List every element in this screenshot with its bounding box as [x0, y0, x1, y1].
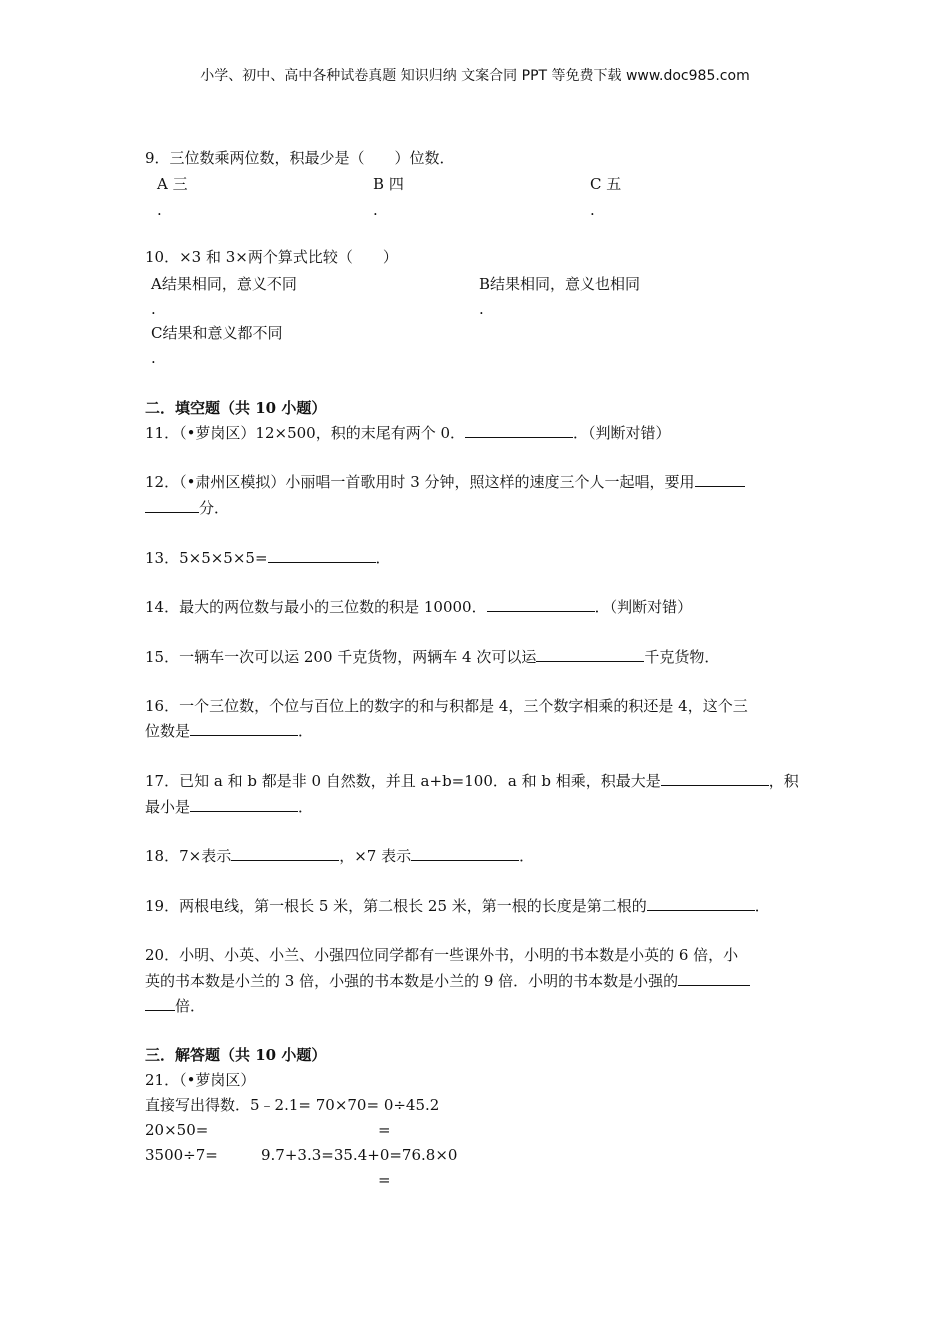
question-10-stem: 10．×3 和 3×两个算式比较（ ）: [145, 248, 398, 266]
q20-text: 英的书本数是小兰的 3 倍，小强的书本数是小兰的 9 倍．小明的书本数是小强的: [145, 972, 679, 990]
question-11: [145, 423, 671, 443]
q14-suffix: ．（判断对错）: [594, 598, 693, 616]
q10-option-b[interactable]: [479, 274, 640, 294]
q10-option-a-dot: .: [151, 300, 156, 318]
question-12-line1: [145, 472, 745, 492]
option-letter: B: [373, 175, 385, 193]
q18-answer-blank-1[interactable]: [231, 846, 339, 861]
question-21-line4: =: [378, 1171, 391, 1189]
question-21-line3b: 9.7+3.3=35.4+0=76.8×0: [261, 1146, 458, 1164]
q17-mid: ，积: [768, 772, 799, 790]
section-2-title: 二．填空题（共 10 小题）: [145, 399, 327, 417]
q15-answer-blank[interactable]: [536, 647, 644, 662]
q13-answer-blank[interactable]: [268, 548, 376, 563]
q16-suffix: ．: [298, 722, 314, 740]
q15-suffix: 千克货物．: [644, 648, 720, 666]
question-21-line3a: 3500÷7=: [145, 1146, 218, 1164]
q11-suffix: ．（判断对错）: [573, 424, 671, 442]
question-15: [145, 647, 719, 667]
q9-option-a-dot: .: [157, 201, 162, 219]
q18-mid: ，×7 表示: [339, 847, 412, 865]
q12-answer-blank-part1[interactable]: [695, 472, 745, 487]
section-3-title: 三．解答题（共 10 小题）: [145, 1046, 327, 1064]
question-17-line2: [145, 797, 313, 817]
question-16-line1: 16．一个三位数，个位与百位上的数字的和与积都是 4，三个数字相乘的积还是 4，这个三: [145, 697, 748, 715]
q10-option-a[interactable]: [151, 274, 297, 294]
q15-text: 15．一辆车一次可以运 200 千克货物，两辆车 4 次可以运: [145, 648, 537, 666]
q19-suffix: ．: [754, 897, 770, 915]
question-17-line1: [145, 771, 799, 791]
q12-answer-blank-part2[interactable]: [145, 498, 199, 513]
q13-text: 13．5×5×5×5=: [145, 549, 268, 567]
question-9-stem: 9．三位数乘两位数，积最少是（ ）位数．: [145, 149, 455, 167]
option-text: 四: [388, 175, 404, 193]
q13-suffix: ．: [375, 549, 391, 567]
option-letter: A: [157, 175, 168, 193]
q9-option-a[interactable]: [157, 174, 188, 194]
q19-answer-blank[interactable]: [647, 896, 755, 911]
q20-answer-blank-part1[interactable]: [678, 971, 750, 986]
q14-text: 14．最大的两位数与最小的三位数的积是 10000．: [145, 598, 487, 616]
q10-option-c[interactable]: [151, 323, 283, 343]
question-21-line2a: 20×50=: [145, 1121, 209, 1139]
q11-text: 11．（•萝岗区）12×500，积的末尾有两个 0．: [145, 424, 466, 442]
q19-text: 19．两根电线，第一根长 5 米，第二根长 25 米，第一根的长度是第二根的: [145, 897, 647, 915]
q16-text: 位数是: [145, 722, 191, 740]
q9-option-c-dot: .: [590, 201, 595, 219]
question-20-line3: [145, 996, 205, 1016]
question-14: [145, 597, 692, 617]
q14-answer-blank[interactable]: [487, 597, 595, 612]
q17-answer-blank-max[interactable]: [661, 771, 769, 786]
option-letter: C: [590, 175, 602, 193]
q12-text: 12．（•肃州区模拟）小丽唱一首歌用时 3 分钟，照这样的速度三个人一起唱，要用: [145, 473, 695, 491]
q9-option-b[interactable]: [373, 174, 404, 194]
q18-answer-blank-2[interactable]: [411, 846, 519, 861]
question-20-line1: 20．小明、小英、小兰、小强四位同学都有一些课外书，小明的书本数是小英的 6 倍，小: [145, 946, 739, 964]
question-19: [145, 896, 770, 916]
option-letter: C: [151, 324, 163, 342]
option-text: 结果相同，意义不同: [161, 275, 297, 293]
question-18: [145, 846, 534, 866]
question-13: [145, 548, 391, 568]
q17-suffix: ．: [298, 798, 314, 816]
q18-suffix: ．: [519, 847, 535, 865]
q16-answer-blank[interactable]: [190, 721, 298, 736]
q17-text-2: 最小是: [145, 798, 191, 816]
page-header: 小学、初中、高中各种试卷真题 知识归纳 文案合同 PPT 等免费下载 www.doc985.com: [200, 68, 750, 84]
question-21-line1: 直接写出得数．5﹣2.1= 70×70= 0÷45.2: [145, 1096, 440, 1114]
q18-text: 18．7×表示: [145, 847, 232, 865]
option-text: 三: [172, 175, 188, 193]
q9-option-b-dot: .: [373, 201, 378, 219]
option-text: 结果相同，意义也相同: [490, 275, 641, 293]
q17-answer-blank-min[interactable]: [190, 797, 298, 812]
question-12-line2: [145, 498, 229, 518]
option-text: 五: [606, 175, 622, 193]
question-21-title: 21．（•萝岗区）: [145, 1071, 256, 1089]
q20-suffix: 倍．: [175, 997, 206, 1015]
option-letter: A: [151, 275, 162, 293]
q9-option-c[interactable]: [590, 174, 621, 194]
q10-option-b-dot: .: [479, 300, 484, 318]
question-16-line2: [145, 721, 313, 741]
question-21-line2b: =: [378, 1121, 391, 1139]
option-text: 结果和意义都不同: [162, 324, 283, 342]
question-20-line2: [145, 971, 750, 991]
q10-option-c-dot: .: [151, 349, 156, 367]
q20-answer-blank-part2[interactable]: [145, 996, 175, 1011]
q17-text: 17．已知 a 和 b 都是非 0 自然数，并且 a+b=100．a 和 b 相乘，积最大是: [145, 772, 661, 790]
q12-suffix: 分．: [199, 499, 230, 517]
q11-answer-blank[interactable]: [465, 423, 573, 438]
option-letter: B: [479, 275, 491, 293]
